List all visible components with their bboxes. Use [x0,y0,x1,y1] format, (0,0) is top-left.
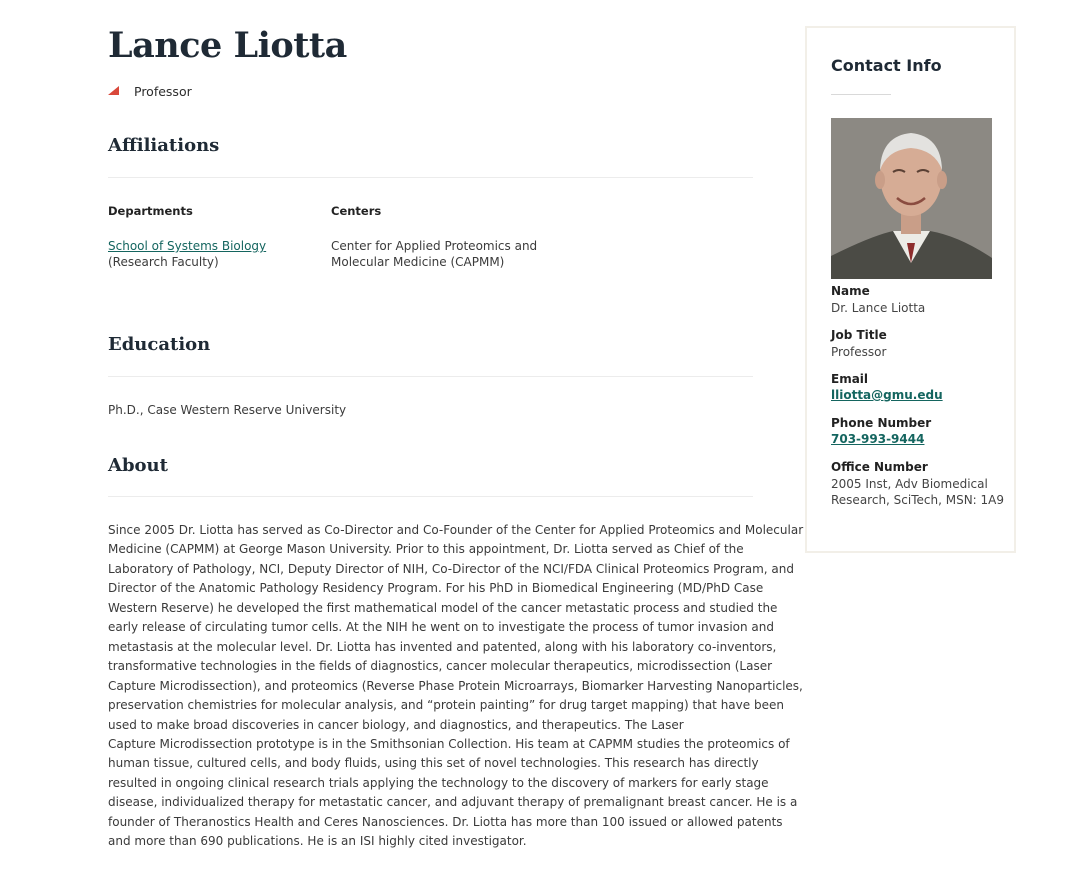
triangle-marker-icon [108,86,119,95]
office-value [831,476,1004,508]
name-value: Dr. Lance Liotta [831,301,926,315]
education-divider [108,376,753,377]
contact-info-rule [831,94,891,95]
about-line: preservation chemistries for molecular analysis, and “protein painting” for drug target mapping) that have been [108,698,784,713]
about-line: human tissue, cultured cells, and body fluids, using this set of novel technologies. This research has directly [108,756,759,771]
about-line: and more than 690 publications. He is an ISI highly cited investigator. [108,834,527,849]
about-line: founder of Theranostics Health and Ceres Nanosciences. Dr. Liotta has more than 100 issued or allowed patents [108,814,783,829]
email-link[interactable]: lliotta@gmu.edu [831,388,943,402]
role-text: Professor [134,84,192,99]
about-line: metastasis at the molecular level. Dr. Liotta has invented and patented, along with his laboratory co-inventors, [108,639,777,654]
phone-link[interactable]: 703-993-9444 [831,432,925,446]
about-line: used to make broad discoveries in cancer biology, and diagnostics, and therapeutics. The Laser [108,717,684,732]
email-label: Email [831,372,869,386]
page-title: Lance Liotta [108,25,347,66]
about-line: disease, individualized therapy for metastatic cancer, and adjuvant therapy of premalignant breast cancer. He is a [108,795,798,810]
affiliations-divider [108,177,753,178]
about-line: transformative technologies in the fields of diagnostics, cancer molecular therapeutics, microdissection (Laser [108,659,773,674]
about-line: Since 2005 Dr. Liotta has served as Co-Director and Co-Founder of the Center for Applied Proteomics and Molecular [108,523,804,537]
office-label: Office Number [831,460,928,474]
job-title-label: Job Title [831,328,887,342]
about-line: Capture Microdissection), and proteomics (Reverse Phase Protein Microarrays, Biomarker Harvesting Nanoparticles, [108,678,803,693]
centers-list [331,238,537,270]
department-link[interactable]: School of Systems Biology [108,239,267,253]
about-line: resulted in ongoing clinical research trials applying the technology to the discovery of markers for early stage [108,775,769,790]
contact-info-heading: Contact Info [831,56,942,75]
education-degree: Ph.D., Case Western Reserve University [108,403,347,417]
about-text [108,521,804,852]
about-line: Capture Microdissection prototype is in the Smithsonian Collection. His team at CAPMM studies the proteomics of [108,736,790,751]
center-line-1: Center for Applied Proteomics and [331,239,538,253]
office-line-2: Research, SciTech, MSN: 1A9 [831,493,1005,507]
about-line: Medicine (CAPMM) at George Mason University. Prior to this appointment, Dr. Liotta served as Chief of the [108,542,744,557]
about-divider [108,496,753,497]
about-line: Laboratory of Pathology, NCI, Deputy Director of NIH, Co-Director of the NCI/FDA Clinical Proteomics Program, and [108,561,794,576]
about-line: early release of circulating tumor cells. At the NIH he went on to investigate the process of tumor invasion and [108,620,774,635]
affiliations-heading: Affiliations [108,135,220,156]
center-line-2: Molecular Medicine (CAPMM) [331,255,505,269]
departments-list [108,238,266,270]
contact-info-card [805,26,1016,553]
profile-photo [831,118,992,279]
name-label: Name [831,284,870,298]
education-heading: Education [108,334,211,355]
phone-label: Phone Number [831,416,932,430]
department-note: (Research Faculty) [108,255,219,269]
job-title-value: Professor [831,345,887,359]
about-line: Western Reserve) he developed the first mathematical model of the cancer metastatic process and studied the [108,600,778,615]
about-heading: About [108,455,168,476]
about-line: Director of the Anatomic Pathology Residency Program. For his PhD in Biomedical Engineering (MD/PhD Case [108,581,764,596]
departments-label: Departments [108,204,193,218]
office-line-1: 2005 Inst, Adv Biomedical [831,477,988,491]
centers-label: Centers [331,204,382,218]
